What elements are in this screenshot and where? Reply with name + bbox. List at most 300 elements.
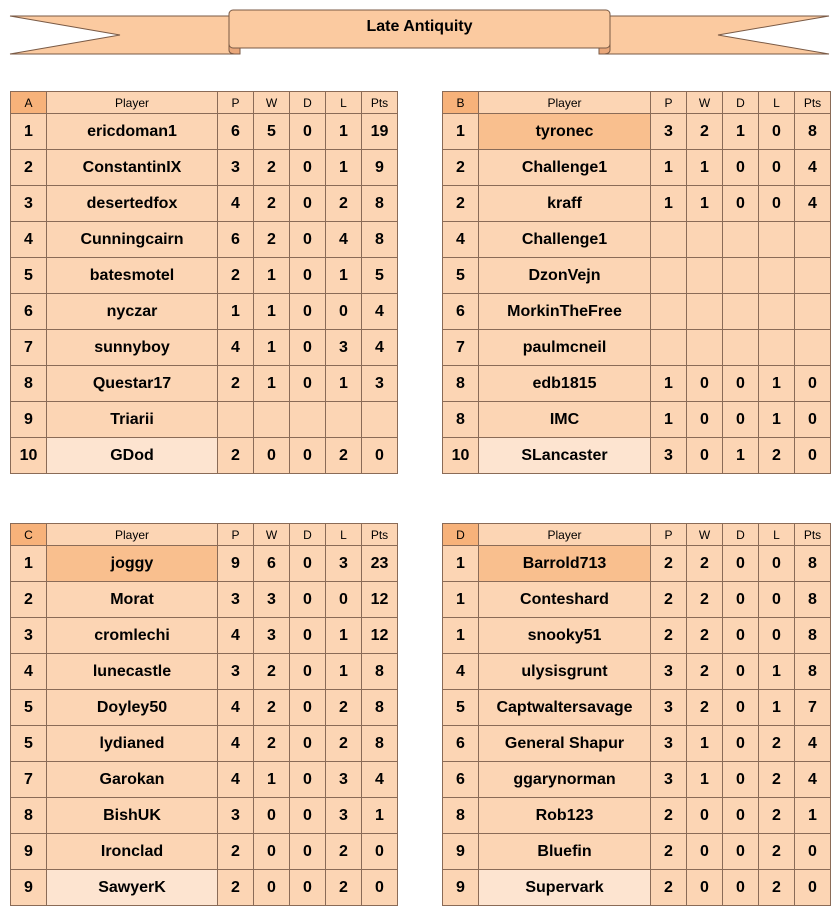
played-cell — [651, 258, 687, 294]
position-cell: 4 — [11, 222, 47, 258]
played-cell: 2 — [651, 798, 687, 834]
points-cell: 4 — [795, 762, 831, 798]
points-cell: 8 — [795, 114, 831, 150]
column-header-played: P — [218, 524, 254, 546]
position-cell: 9 — [443, 834, 479, 870]
drawn-cell: 0 — [290, 582, 326, 618]
drawn-cell — [723, 258, 759, 294]
played-cell: 4 — [218, 618, 254, 654]
drawn-cell: 0 — [723, 366, 759, 402]
lost-cell: 1 — [326, 114, 362, 150]
drawn-cell: 0 — [290, 294, 326, 330]
group-letter: C — [11, 524, 47, 546]
points-cell: 8 — [795, 618, 831, 654]
column-header-player: Player — [479, 92, 651, 114]
table-row — [443, 618, 831, 654]
table-row — [11, 690, 398, 726]
banner-right-tail — [600, 16, 829, 54]
won-cell: 2 — [687, 582, 723, 618]
drawn-cell: 0 — [723, 690, 759, 726]
drawn-cell: 1 — [723, 114, 759, 150]
drawn-cell: 0 — [723, 402, 759, 438]
position-cell: 2 — [11, 150, 47, 186]
played-cell — [218, 402, 254, 438]
played-cell: 4 — [218, 690, 254, 726]
lost-cell: 0 — [759, 618, 795, 654]
position-cell: 7 — [11, 330, 47, 366]
player-name-cell: tyronec — [479, 114, 651, 150]
column-header-won: W — [254, 524, 290, 546]
group-letter: B — [443, 92, 479, 114]
player-name-cell: Challenge1 — [479, 222, 651, 258]
played-cell: 3 — [651, 690, 687, 726]
player-name-cell: cromlechi — [47, 618, 218, 654]
position-cell: 8 — [11, 366, 47, 402]
column-header-won: W — [254, 92, 290, 114]
position-cell: 3 — [11, 618, 47, 654]
won-cell — [687, 222, 723, 258]
won-cell: 0 — [254, 870, 290, 906]
points-cell: 12 — [362, 618, 398, 654]
group-d-table — [442, 523, 831, 906]
player-name-cell: desertedfox — [47, 186, 218, 222]
table-row — [443, 294, 831, 330]
header-row — [11, 92, 398, 114]
table-row — [11, 870, 398, 906]
lost-cell: 2 — [759, 438, 795, 474]
position-cell: 9 — [11, 402, 47, 438]
table-row — [443, 402, 831, 438]
points-cell: 8 — [795, 654, 831, 690]
position-cell: 9 — [443, 870, 479, 906]
position-cell: 5 — [11, 726, 47, 762]
points-cell: 0 — [362, 438, 398, 474]
won-cell — [687, 330, 723, 366]
position-cell: 8 — [11, 798, 47, 834]
position-cell: 5 — [443, 690, 479, 726]
player-name-cell: SawyerK — [47, 870, 218, 906]
lost-cell: 2 — [326, 870, 362, 906]
table-row — [11, 582, 398, 618]
drawn-cell: 0 — [723, 186, 759, 222]
lost-cell: 2 — [759, 762, 795, 798]
drawn-cell: 0 — [723, 582, 759, 618]
drawn-cell: 0 — [290, 654, 326, 690]
table-row — [11, 654, 398, 690]
points-cell: 9 — [362, 150, 398, 186]
drawn-cell: 0 — [723, 870, 759, 906]
group-a-table — [10, 91, 398, 474]
points-cell: 4 — [362, 294, 398, 330]
player-name-cell: ericdoman1 — [47, 114, 218, 150]
points-cell: 0 — [795, 366, 831, 402]
played-cell: 2 — [218, 258, 254, 294]
table-row — [11, 186, 398, 222]
played-cell: 1 — [218, 294, 254, 330]
won-cell: 0 — [687, 366, 723, 402]
points-cell: 4 — [795, 726, 831, 762]
column-header-drawn: D — [723, 524, 759, 546]
header-row — [443, 92, 831, 114]
lost-cell: 2 — [759, 834, 795, 870]
lost-cell: 0 — [759, 150, 795, 186]
position-cell: 6 — [443, 294, 479, 330]
drawn-cell: 0 — [723, 798, 759, 834]
lost-cell — [326, 402, 362, 438]
drawn-cell: 0 — [290, 330, 326, 366]
played-cell — [651, 330, 687, 366]
position-cell: 4 — [443, 654, 479, 690]
won-cell: 2 — [687, 654, 723, 690]
points-cell: 19 — [362, 114, 398, 150]
player-name-cell: Supervark — [479, 870, 651, 906]
lost-cell: 1 — [759, 366, 795, 402]
player-name-cell: Ironclad — [47, 834, 218, 870]
table-row — [443, 438, 831, 474]
won-cell: 1 — [687, 186, 723, 222]
points-cell: 4 — [795, 186, 831, 222]
won-cell — [687, 294, 723, 330]
position-cell: 10 — [443, 438, 479, 474]
drawn-cell: 0 — [290, 546, 326, 582]
player-name-cell: batesmotel — [47, 258, 218, 294]
group-letter: D — [443, 524, 479, 546]
points-cell — [795, 222, 831, 258]
column-header-points: Pts — [795, 92, 831, 114]
drawn-cell — [723, 330, 759, 366]
column-header-player: Player — [47, 92, 218, 114]
lost-cell: 0 — [759, 582, 795, 618]
played-cell: 2 — [651, 834, 687, 870]
table-row — [443, 690, 831, 726]
player-name-cell: ConstantinIX — [47, 150, 218, 186]
played-cell — [651, 222, 687, 258]
player-name-cell: Challenge1 — [479, 150, 651, 186]
table-row — [11, 366, 398, 402]
won-cell: 6 — [254, 546, 290, 582]
player-name-cell: paulmcneil — [479, 330, 651, 366]
points-cell: 0 — [795, 402, 831, 438]
played-cell: 4 — [218, 726, 254, 762]
table-row — [11, 294, 398, 330]
won-cell: 0 — [687, 402, 723, 438]
player-name-cell: MorkinTheFree — [479, 294, 651, 330]
column-header-drawn: D — [290, 524, 326, 546]
player-name-cell: Rob123 — [479, 798, 651, 834]
table-row — [443, 222, 831, 258]
player-name-cell: Morat — [47, 582, 218, 618]
table-row — [11, 798, 398, 834]
played-cell: 3 — [218, 582, 254, 618]
player-name-cell: ulysisgrunt — [479, 654, 651, 690]
played-cell: 2 — [651, 618, 687, 654]
column-header-player: Player — [47, 524, 218, 546]
lost-cell — [759, 294, 795, 330]
column-header-points: Pts — [362, 92, 398, 114]
lost-cell: 2 — [759, 798, 795, 834]
group-c-table — [10, 523, 398, 906]
won-cell: 2 — [687, 114, 723, 150]
won-cell: 0 — [687, 834, 723, 870]
won-cell: 1 — [254, 366, 290, 402]
position-cell: 8 — [443, 366, 479, 402]
lost-cell: 1 — [326, 150, 362, 186]
drawn-cell: 0 — [723, 150, 759, 186]
lost-cell: 0 — [326, 582, 362, 618]
player-name-cell: edb1815 — [479, 366, 651, 402]
drawn-cell: 0 — [290, 150, 326, 186]
points-cell: 8 — [362, 726, 398, 762]
table-row — [443, 726, 831, 762]
column-header-points: Pts — [362, 524, 398, 546]
page-title: Late Antiquity — [366, 18, 473, 35]
points-cell: 12 — [362, 582, 398, 618]
player-name-cell: ggarynorman — [479, 762, 651, 798]
won-cell: 2 — [254, 654, 290, 690]
position-cell: 6 — [443, 762, 479, 798]
group-letter: A — [11, 92, 47, 114]
position-cell: 3 — [11, 186, 47, 222]
drawn-cell: 1 — [723, 438, 759, 474]
played-cell: 1 — [651, 366, 687, 402]
lost-cell: 3 — [326, 330, 362, 366]
played-cell: 3 — [218, 654, 254, 690]
won-cell: 3 — [254, 582, 290, 618]
table-row — [11, 834, 398, 870]
played-cell: 4 — [218, 186, 254, 222]
won-cell: 1 — [687, 726, 723, 762]
lost-cell: 0 — [759, 114, 795, 150]
table-row — [11, 762, 398, 798]
drawn-cell: 0 — [723, 618, 759, 654]
column-header-drawn: D — [723, 92, 759, 114]
drawn-cell: 0 — [290, 870, 326, 906]
points-cell: 7 — [795, 690, 831, 726]
column-header-played: P — [651, 92, 687, 114]
lost-cell: 1 — [326, 618, 362, 654]
points-cell — [795, 330, 831, 366]
drawn-cell: 0 — [290, 834, 326, 870]
won-cell: 1 — [254, 258, 290, 294]
table-row — [443, 654, 831, 690]
position-cell: 1 — [11, 114, 47, 150]
lost-cell — [759, 258, 795, 294]
player-name-cell: Doyley50 — [47, 690, 218, 726]
won-cell: 0 — [254, 834, 290, 870]
drawn-cell — [290, 402, 326, 438]
points-cell: 4 — [362, 762, 398, 798]
table-row — [443, 330, 831, 366]
position-cell: 1 — [443, 618, 479, 654]
lost-cell: 2 — [326, 690, 362, 726]
player-name-cell: nyczar — [47, 294, 218, 330]
player-name-cell: Cunningcairn — [47, 222, 218, 258]
won-cell: 1 — [254, 330, 290, 366]
position-cell: 5 — [11, 258, 47, 294]
drawn-cell: 0 — [290, 366, 326, 402]
table-row — [443, 834, 831, 870]
points-cell: 0 — [362, 834, 398, 870]
position-cell: 7 — [11, 762, 47, 798]
lost-cell: 3 — [326, 546, 362, 582]
played-cell: 1 — [651, 186, 687, 222]
table-row — [11, 114, 398, 150]
points-cell: 0 — [795, 834, 831, 870]
drawn-cell: 0 — [290, 798, 326, 834]
drawn-cell — [723, 222, 759, 258]
drawn-cell: 0 — [290, 114, 326, 150]
won-cell: 2 — [254, 690, 290, 726]
player-name-cell: lydianed — [47, 726, 218, 762]
player-name-cell: BishUK — [47, 798, 218, 834]
won-cell — [254, 402, 290, 438]
table-row — [443, 798, 831, 834]
player-name-cell: Captwaltersavage — [479, 690, 651, 726]
table-row — [11, 726, 398, 762]
table-row — [11, 402, 398, 438]
drawn-cell: 0 — [723, 726, 759, 762]
drawn-cell: 0 — [723, 546, 759, 582]
position-cell: 1 — [443, 114, 479, 150]
player-name-cell: General Shapur — [479, 726, 651, 762]
lost-cell: 1 — [326, 366, 362, 402]
header-row — [11, 524, 398, 546]
played-cell: 3 — [651, 438, 687, 474]
table-row — [11, 546, 398, 582]
lost-cell: 2 — [326, 438, 362, 474]
position-cell: 5 — [443, 258, 479, 294]
points-cell: 8 — [362, 222, 398, 258]
position-cell: 4 — [443, 222, 479, 258]
lost-cell: 3 — [326, 798, 362, 834]
lost-cell: 1 — [759, 654, 795, 690]
player-name-cell: SLancaster — [479, 438, 651, 474]
won-cell: 1 — [254, 294, 290, 330]
played-cell: 1 — [651, 402, 687, 438]
table-row — [443, 186, 831, 222]
won-cell: 2 — [254, 222, 290, 258]
player-name-cell: snooky51 — [479, 618, 651, 654]
points-cell: 8 — [362, 186, 398, 222]
lost-cell: 0 — [326, 294, 362, 330]
played-cell: 2 — [218, 870, 254, 906]
player-name-cell: IMC — [479, 402, 651, 438]
column-header-player: Player — [479, 524, 651, 546]
won-cell: 1 — [687, 150, 723, 186]
played-cell: 2 — [218, 438, 254, 474]
player-name-cell: sunnyboy — [47, 330, 218, 366]
lost-cell: 3 — [326, 762, 362, 798]
played-cell: 2 — [218, 834, 254, 870]
group-b-table — [442, 91, 831, 474]
won-cell: 1 — [254, 762, 290, 798]
won-cell: 2 — [687, 546, 723, 582]
table-row — [443, 870, 831, 906]
player-name-cell: Questar17 — [47, 366, 218, 402]
player-name-cell: kraff — [479, 186, 651, 222]
lost-cell: 2 — [326, 186, 362, 222]
position-cell: 10 — [11, 438, 47, 474]
points-cell — [362, 402, 398, 438]
points-cell: 4 — [362, 330, 398, 366]
drawn-cell: 0 — [290, 726, 326, 762]
played-cell: 3 — [651, 114, 687, 150]
table-row — [11, 150, 398, 186]
won-cell: 0 — [254, 798, 290, 834]
points-cell: 4 — [795, 150, 831, 186]
drawn-cell: 0 — [290, 258, 326, 294]
won-cell: 3 — [254, 618, 290, 654]
position-cell: 7 — [443, 330, 479, 366]
position-cell: 8 — [443, 798, 479, 834]
position-cell: 2 — [11, 582, 47, 618]
drawn-cell: 0 — [290, 618, 326, 654]
column-header-points: Pts — [795, 524, 831, 546]
position-cell: 2 — [443, 186, 479, 222]
position-cell: 5 — [11, 690, 47, 726]
player-name-cell: Triarii — [47, 402, 218, 438]
lost-cell: 2 — [759, 870, 795, 906]
player-name-cell: DzonVejn — [479, 258, 651, 294]
won-cell: 0 — [687, 870, 723, 906]
played-cell: 3 — [218, 150, 254, 186]
column-header-won: W — [687, 524, 723, 546]
played-cell: 3 — [651, 726, 687, 762]
lost-cell: 2 — [326, 726, 362, 762]
played-cell: 3 — [218, 798, 254, 834]
lost-cell: 0 — [759, 186, 795, 222]
table-row — [443, 150, 831, 186]
played-cell: 6 — [218, 222, 254, 258]
points-cell: 3 — [362, 366, 398, 402]
column-header-lost: L — [759, 92, 795, 114]
position-cell: 1 — [11, 546, 47, 582]
points-cell: 23 — [362, 546, 398, 582]
player-name-cell: Garokan — [47, 762, 218, 798]
points-cell: 8 — [362, 654, 398, 690]
position-cell: 4 — [11, 654, 47, 690]
lost-cell: 2 — [326, 834, 362, 870]
table-row — [11, 330, 398, 366]
won-cell: 2 — [687, 618, 723, 654]
played-cell: 9 — [218, 546, 254, 582]
column-header-lost: L — [759, 524, 795, 546]
points-cell: 0 — [362, 870, 398, 906]
played-cell: 1 — [651, 150, 687, 186]
player-name-cell: Barrold713 — [479, 546, 651, 582]
points-cell — [795, 294, 831, 330]
drawn-cell: 0 — [723, 834, 759, 870]
played-cell: 6 — [218, 114, 254, 150]
player-name-cell: Conteshard — [479, 582, 651, 618]
header-row — [443, 524, 831, 546]
played-cell: 3 — [651, 762, 687, 798]
lost-cell: 4 — [326, 222, 362, 258]
lost-cell: 1 — [759, 402, 795, 438]
position-cell: 2 — [443, 150, 479, 186]
table-row — [443, 114, 831, 150]
played-cell: 4 — [218, 762, 254, 798]
player-name-cell: lunecastle — [47, 654, 218, 690]
played-cell — [651, 294, 687, 330]
drawn-cell: 0 — [290, 762, 326, 798]
banner-left-tail — [10, 16, 240, 54]
played-cell: 2 — [651, 546, 687, 582]
position-cell: 8 — [443, 402, 479, 438]
position-cell: 9 — [11, 834, 47, 870]
lost-cell: 0 — [759, 546, 795, 582]
player-name-cell: Bluefin — [479, 834, 651, 870]
